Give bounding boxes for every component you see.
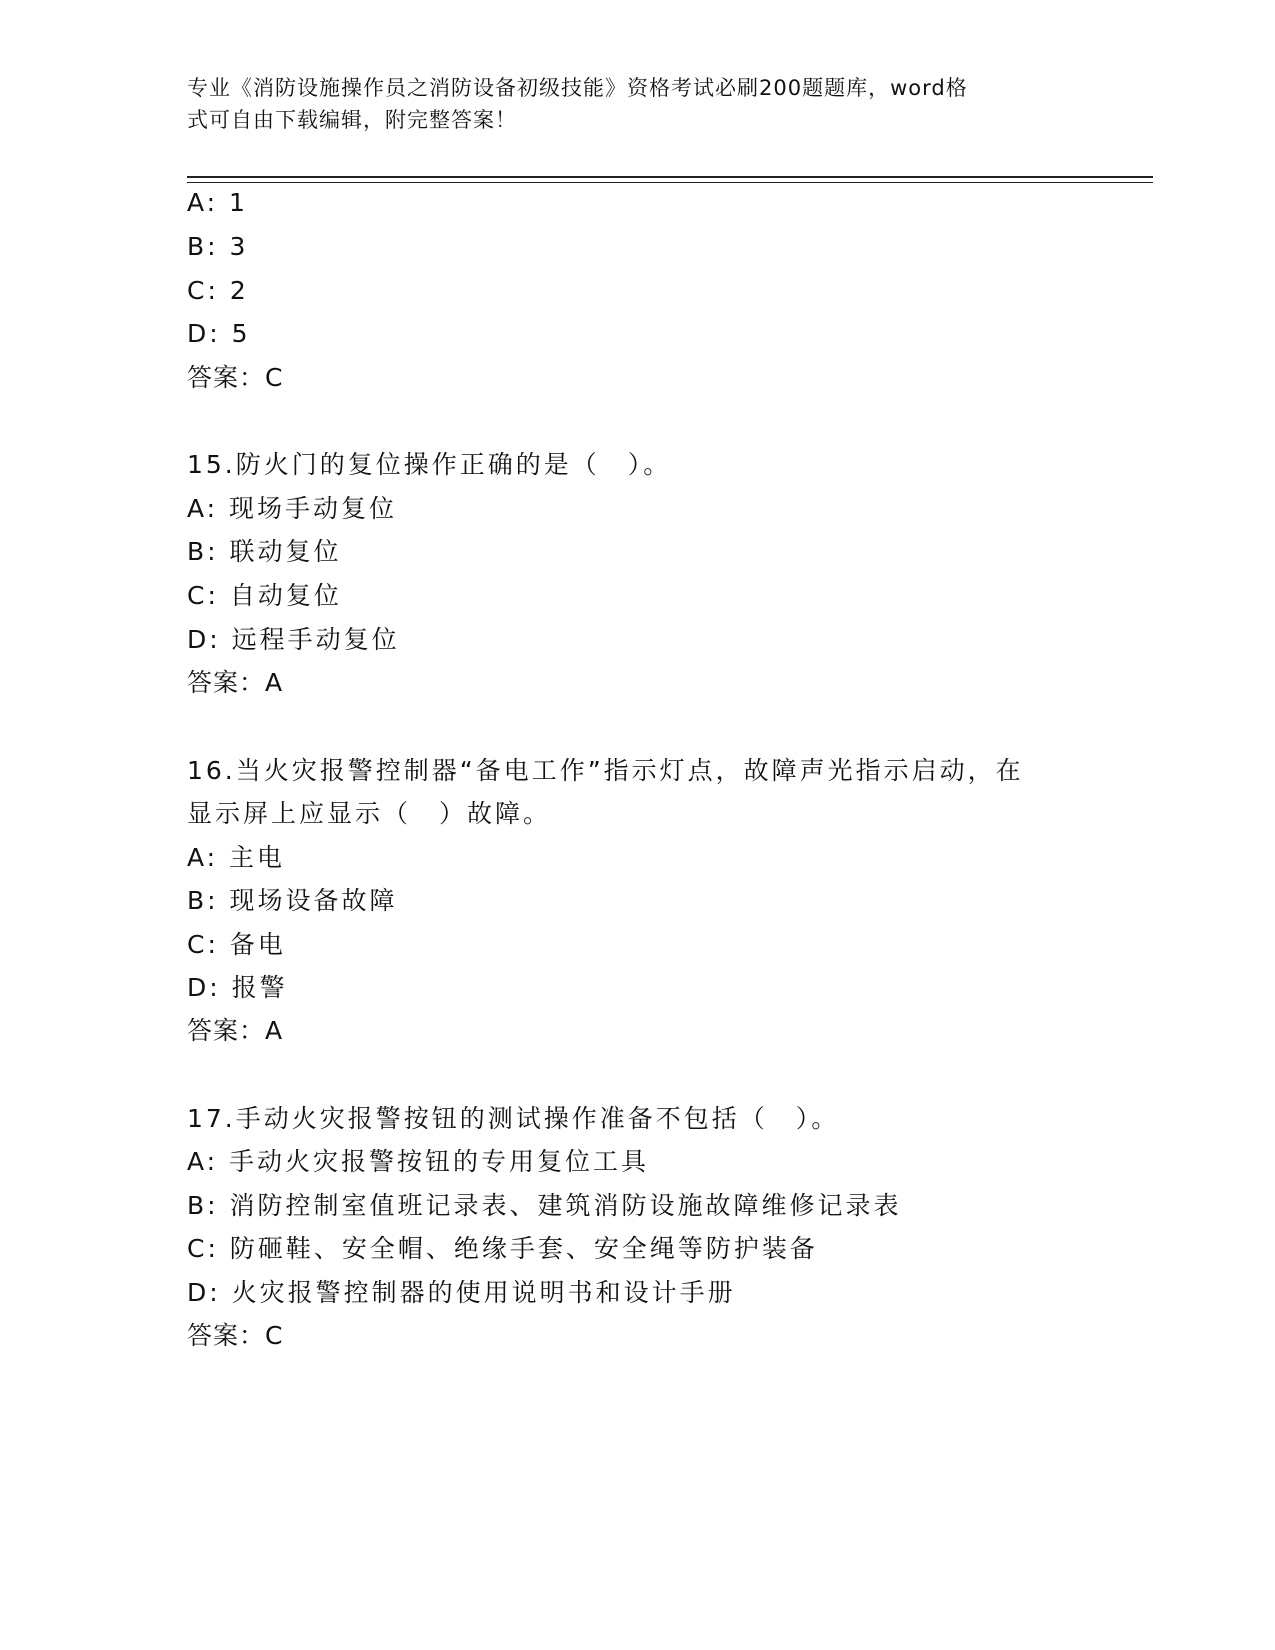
- q14-option-d: D: 5: [187, 319, 251, 348]
- q17-question: 17.手动火灾报警按钮的测试操作准备不包括（ ）。: [187, 1104, 840, 1133]
- q16-answer: 答案：A: [187, 1016, 284, 1045]
- document-header: [187, 72, 1067, 136]
- header-divider-thick: [187, 176, 1153, 178]
- q16-option-d: D: 报警: [187, 973, 288, 1002]
- q17-option-c: C: 防砸鞋、安全帽、绝缘手套、安全绳等防护装备: [187, 1234, 818, 1263]
- q17-option-a: A: 手动火灾报警按钮的专用复位工具: [187, 1147, 650, 1176]
- header-line-2: 式可自由下载编辑，附完整答案！: [187, 108, 517, 132]
- q14-option-b: B: 3: [187, 232, 249, 261]
- q16-question-line-1: 16.当火灾报警控制器“备电工作”指示灯点，故障声光指示启动，在: [187, 756, 1024, 785]
- q14-option-a: A: 1: [187, 188, 248, 217]
- q16-option-b: B: 现场设备故障: [187, 886, 398, 915]
- q17-option-b: B: 消防控制室值班记录表、建筑消防设施故障维修记录表: [187, 1191, 902, 1220]
- q14-answer: 答案：C: [187, 363, 284, 392]
- q15-answer: 答案：A: [187, 668, 284, 697]
- q15-option-d: D: 远程手动复位: [187, 625, 400, 654]
- q15-option-b: B: 联动复位: [187, 537, 342, 566]
- q17-option-d: D: 火灾报警控制器的使用说明书和设计手册: [187, 1278, 736, 1307]
- q16-question-line-2: 显示屏上应显示（ ）故障。: [187, 799, 552, 828]
- q15-option-c: C: 自动复位: [187, 581, 342, 610]
- q17-answer: 答案：C: [187, 1321, 284, 1350]
- q14-option-c: C: 2: [187, 276, 249, 305]
- header-line-1: 专业《消防设施操作员之消防设备初级技能》资格考试必刷200题题库，word格: [187, 76, 968, 100]
- q16-option-c: C: 备电: [187, 930, 286, 959]
- header-divider-thin: [187, 182, 1153, 183]
- q15-option-a: A: 现场手动复位: [187, 494, 398, 523]
- q16-option-a: A: 主电: [187, 843, 286, 872]
- q15-question: 15.防火门的复位操作正确的是（ ）。: [187, 450, 672, 479]
